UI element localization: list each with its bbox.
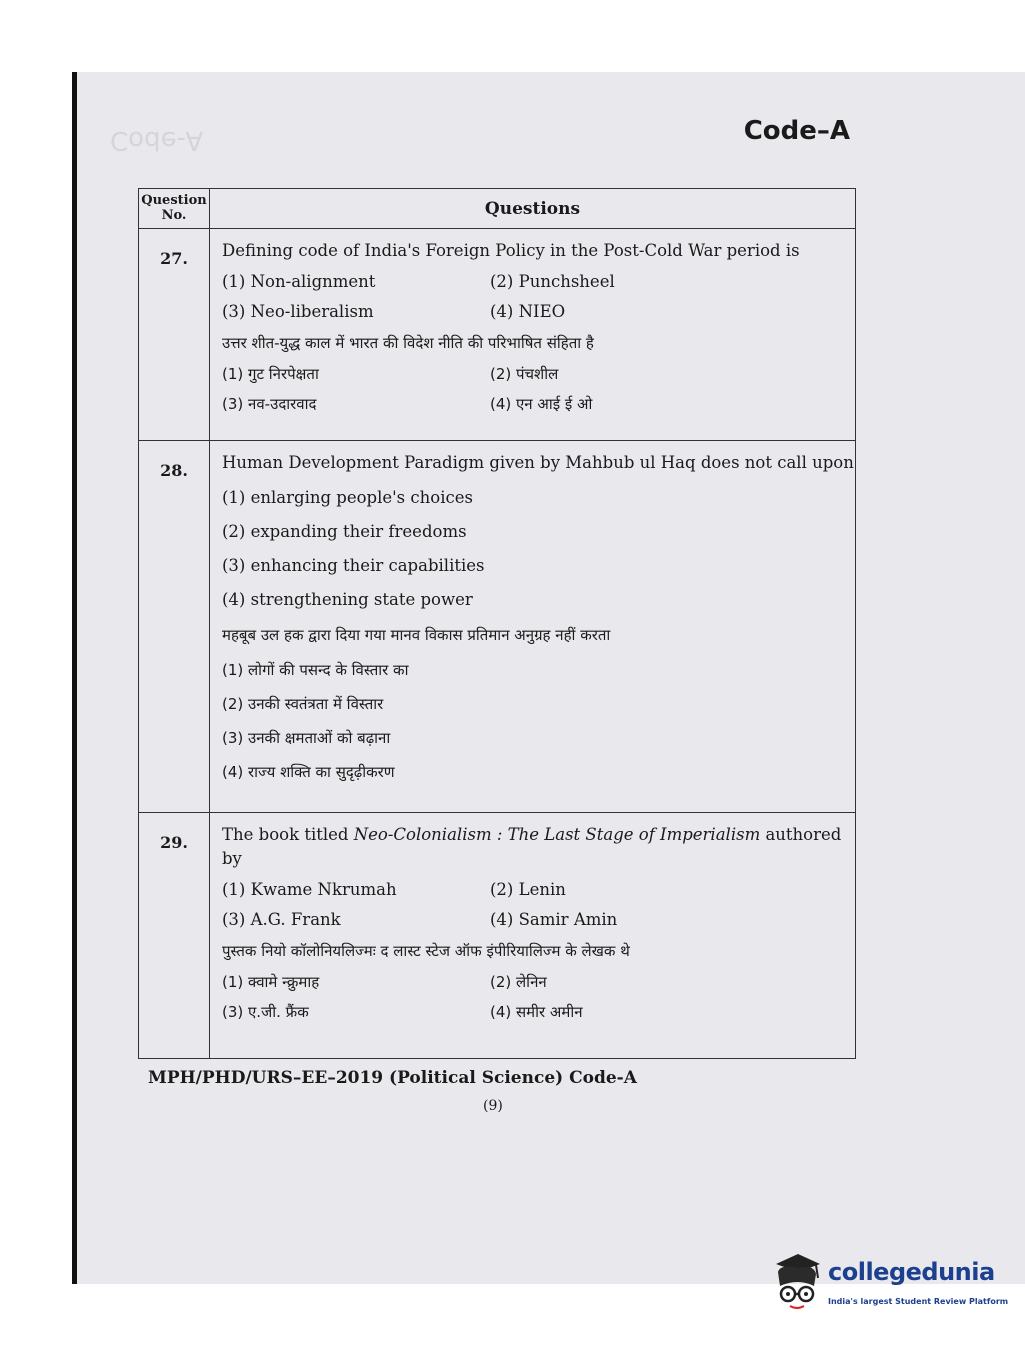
option-hindi: (2) लेनिन [490, 973, 547, 991]
mascot-icon [768, 1250, 826, 1320]
option-hindi: (3) नव-उदारवाद [222, 395, 317, 413]
table-header-row [139, 189, 856, 229]
question-stem: Defining code of India's Foreign Policy in the Post-Cold War period is [222, 241, 800, 260]
question-stem: Human Development Paradigm given by Mahbub ul Haq does not call upon [222, 453, 854, 472]
question-stem-hindi: उत्तर शीत-युद्ध काल में भारत की विदेश नीति की परिभाषित संहिता है [222, 334, 594, 352]
option: (1) Kwame Nkrumah [222, 880, 397, 899]
logo-tagline: India's largest Student Review Platform [828, 1297, 1009, 1306]
options-row [222, 301, 851, 323]
exam-footer: MPH/PHD/URS–EE–2019 (Political Science) Code-A [148, 1068, 637, 1088]
option: (3) enhancing their capabilities [222, 556, 485, 575]
question-row [139, 229, 856, 441]
option-hindi: (4) समीर अमीन [490, 1003, 583, 1021]
question-stem-hindi: महबूब उल हक द्वारा दिया गया मानव विकास प्रतिमान अनुग्रह नहीं करता [222, 626, 611, 644]
stem-text: The book titled [222, 825, 354, 844]
stem-text: authored by [222, 825, 842, 868]
options-row-hindi [222, 363, 851, 385]
scan-edge [72, 72, 77, 1284]
question-stem [222, 823, 851, 871]
question-no-header: Question No. [139, 189, 210, 229]
page-number: (9) [483, 1098, 503, 1114]
options-row [222, 909, 851, 931]
collegedunia-logo [768, 1250, 1009, 1320]
option-hindi: (3) उनकी क्षमताओं को बढ़ाना [222, 729, 391, 747]
options-row-hindi [222, 393, 851, 415]
option: (4) strengthening state power [222, 590, 473, 609]
questions-header: Questions [210, 189, 856, 229]
option-hindi: (3) ए.जी. फ्रैंक [222, 1003, 309, 1021]
question-body [210, 813, 856, 1059]
paper-code: Code–A [743, 116, 850, 146]
question-row [139, 441, 856, 813]
option: (3) Neo-liberalism [222, 302, 374, 321]
option: (2) expanding their freedoms [222, 522, 467, 541]
option: (4) Samir Amin [490, 910, 618, 929]
option: (2) Punchsheel [490, 272, 615, 291]
option-hindi: (1) लोगों की पसन्द के विस्तार का [222, 661, 409, 679]
option: (1) Non-alignment [222, 272, 376, 291]
option-hindi: (2) पंचशील [490, 365, 559, 383]
option-hindi: (1) क्वामे न्क्रुमाह [222, 973, 320, 991]
question-row [139, 813, 856, 1059]
option: (4) NIEO [490, 302, 566, 321]
option-hindi: (4) राज्य शक्ति का सुदृढ़ीकरण [222, 763, 395, 781]
question-table [138, 188, 856, 1059]
question-number: 27. [139, 229, 210, 441]
options-row [222, 271, 851, 293]
option: (1) enlarging people's choices [222, 488, 473, 507]
option: (3) A.G. Frank [222, 910, 341, 929]
book-title: Neo-Colonialism : The Last Stage of Imperialism [353, 825, 761, 844]
option-hindi: (4) एन आई ई ओ [490, 395, 593, 413]
option: (2) Lenin [490, 880, 566, 899]
question-number: 28. [139, 441, 210, 813]
question-number: 29. [139, 813, 210, 1059]
question-stem-hindi: पुस्तक नियो कॉलोनियलिज्मः द लास्ट स्टेज ऑफ इंपीरियालिज्म के लेखक थे [222, 942, 630, 960]
options-row-hindi [222, 1001, 851, 1023]
bleed-through-mark: Code-A [110, 125, 204, 155]
option-hindi: (1) गुट निरपेक्षता [222, 365, 319, 383]
option-hindi: (2) उनकी स्वतंत्रता में विस्तार [222, 695, 384, 713]
question-body [210, 441, 856, 813]
logo-name: collegedunia [828, 1258, 995, 1286]
question-body [210, 229, 856, 441]
options-row-hindi [222, 971, 851, 993]
options-row [222, 879, 851, 901]
